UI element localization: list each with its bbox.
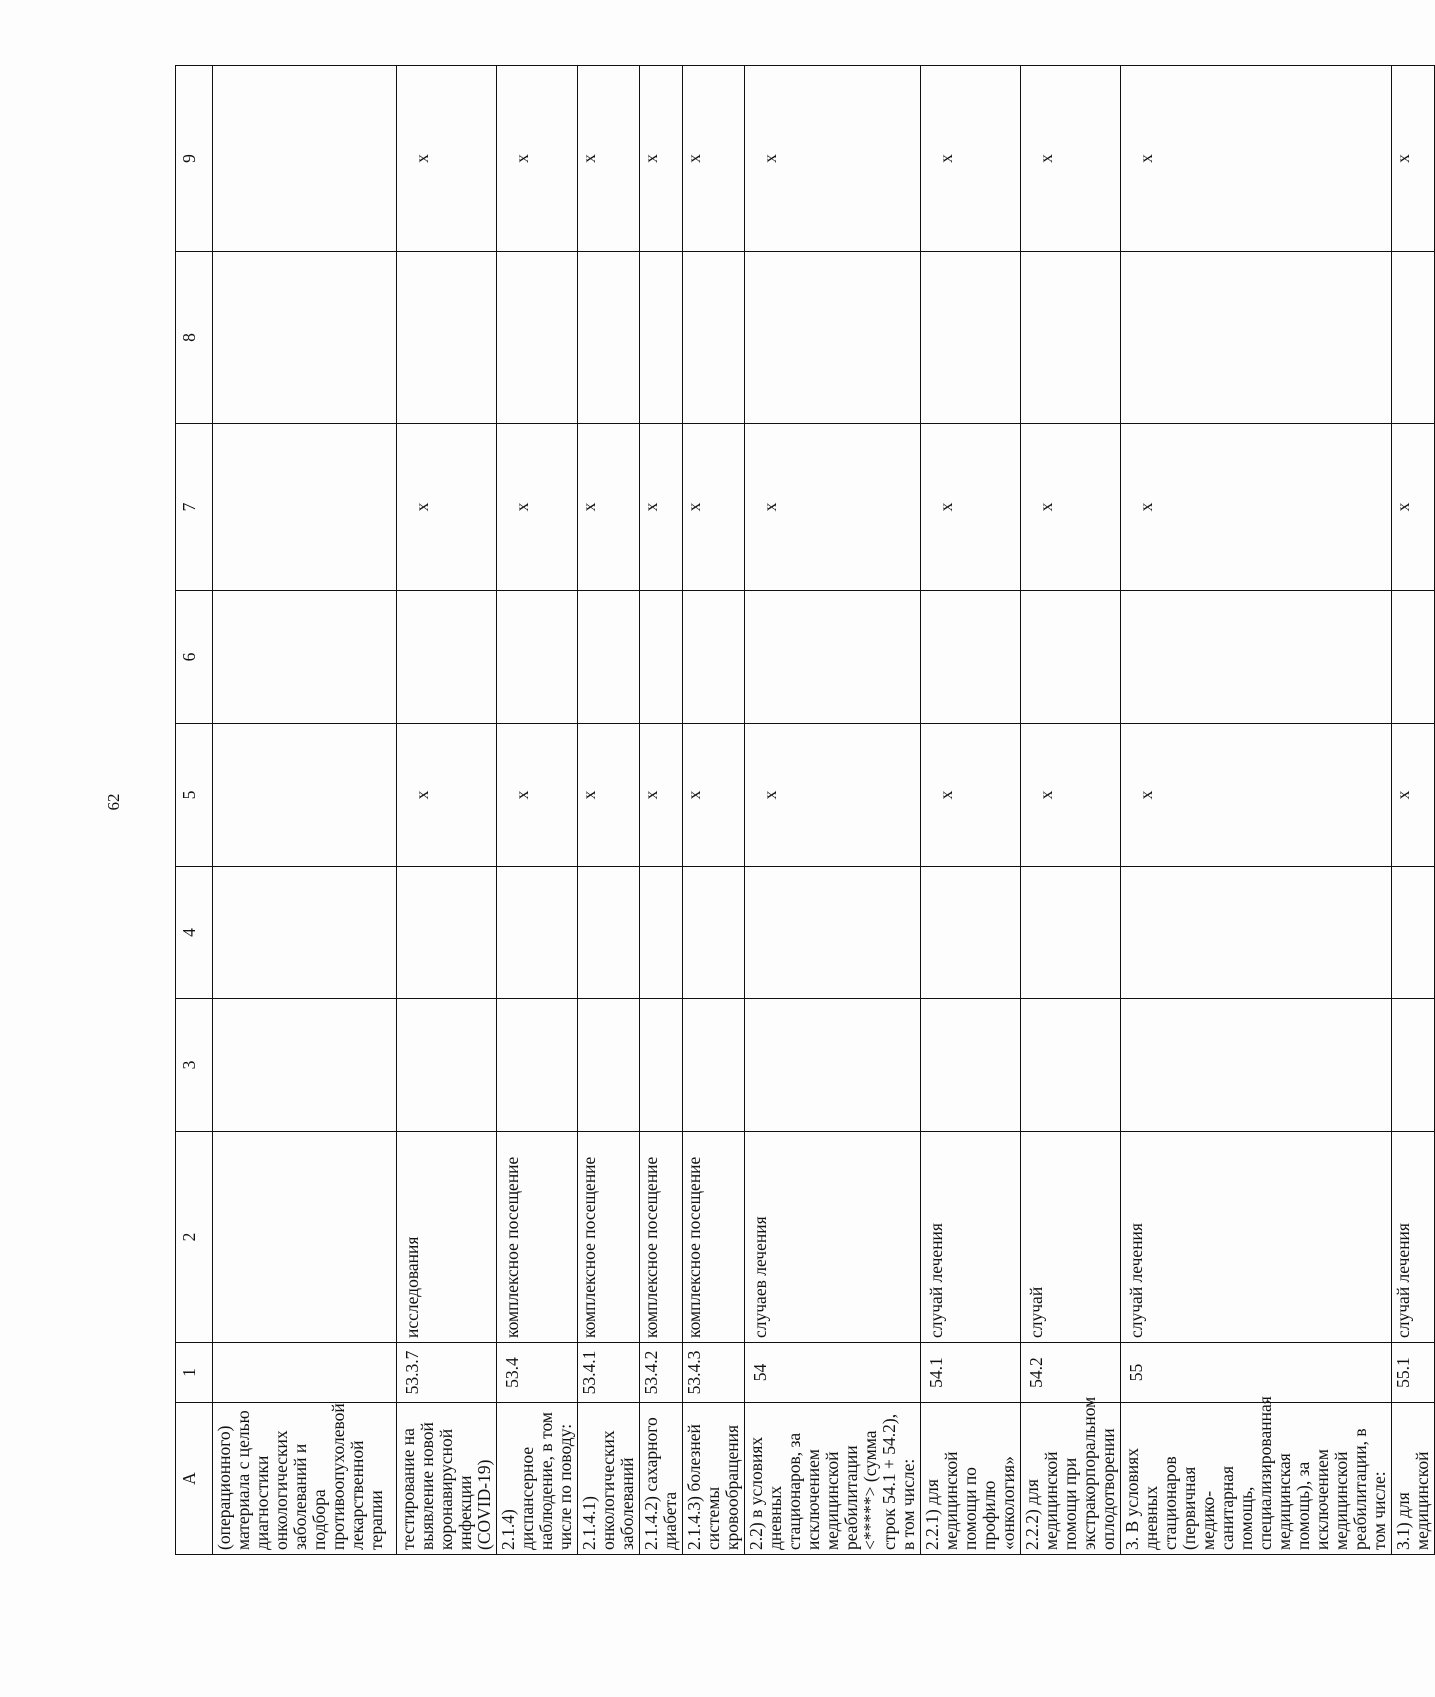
cell-col-a: 2.1.4.2) сахарного диабета xyxy=(640,1403,683,1555)
cell-col-4 xyxy=(1021,867,1121,999)
cell-col-8 xyxy=(213,252,397,424)
cell-col-7: x xyxy=(640,424,683,591)
cell-col-5: x xyxy=(578,724,640,867)
cell-col-5: x xyxy=(683,724,745,867)
table-row xyxy=(1121,66,1392,1555)
cell-col-6 xyxy=(1392,591,1435,724)
cell-col-1: 53.4.3 xyxy=(683,1343,745,1403)
cell-col-a: (операционного) материала с целью диагностики онкологических заболеваний и подбора противоопухолевой лекарственной терапии xyxy=(213,1403,397,1555)
data-table xyxy=(175,65,1435,1555)
table-row xyxy=(497,66,578,1555)
cell-col-9: x xyxy=(1121,66,1392,252)
table-row xyxy=(213,66,397,1555)
column-header-col-a: А xyxy=(176,1403,213,1555)
table-row xyxy=(683,66,745,1555)
cell-col-6 xyxy=(578,591,640,724)
cell-col-5: x xyxy=(1392,724,1435,867)
cell-col-1: 54.2 xyxy=(1021,1343,1121,1403)
cell-col-2: исследования xyxy=(397,1132,497,1343)
header-row xyxy=(176,66,213,1555)
cell-col-4 xyxy=(397,867,497,999)
table-row xyxy=(745,66,921,1555)
cell-col-7: x xyxy=(921,424,1021,591)
cell-col-7 xyxy=(213,424,397,591)
cell-col-6 xyxy=(497,591,578,724)
cell-col-a: 2.2.1) для медицинской помощи по профилю «онкология» xyxy=(921,1403,1021,1555)
cell-col-9: x xyxy=(683,66,745,252)
cell-col-8 xyxy=(1021,252,1121,424)
cell-col-2: комплексное посещение xyxy=(640,1132,683,1343)
cell-col-3 xyxy=(1021,999,1121,1132)
table-row xyxy=(1392,66,1435,1555)
cell-col-1 xyxy=(213,1343,397,1403)
cell-col-5: x xyxy=(640,724,683,867)
cell-col-4 xyxy=(745,867,921,999)
cell-col-7: x xyxy=(683,424,745,591)
cell-col-2: случаев лечения xyxy=(745,1132,921,1343)
cell-col-3 xyxy=(213,999,397,1132)
cell-col-2: комплексное посещение xyxy=(578,1132,640,1343)
cell-col-4 xyxy=(1121,867,1392,999)
cell-col-3 xyxy=(921,999,1021,1132)
cell-col-6 xyxy=(397,591,497,724)
cell-col-1: 53.4 xyxy=(497,1343,578,1403)
cell-col-6 xyxy=(640,591,683,724)
column-header-col-9: 9 xyxy=(176,66,213,252)
cell-col-6 xyxy=(745,591,921,724)
cell-col-a: тестирование на выявление новой коронавирусной инфекции (COVID-19) xyxy=(397,1403,497,1555)
cell-col-a: 2.1.4) диспансерное наблюдение, в том числе по поводу: xyxy=(497,1403,578,1555)
cell-col-4 xyxy=(640,867,683,999)
cell-col-a: 3.1) для медицинской xyxy=(1392,1403,1435,1555)
table-row xyxy=(921,66,1021,1555)
cell-col-9: x xyxy=(640,66,683,252)
cell-col-a: 3. В условиях дневных стационаров (первичная медико-санитарная помощь, специализированная медицинская помощь), за исключением медицинской реабилитации, в том числе: xyxy=(1121,1403,1392,1555)
cell-col-1: 55 xyxy=(1121,1343,1392,1403)
cell-col-2 xyxy=(213,1132,397,1343)
cell-col-6 xyxy=(1121,591,1392,724)
cell-col-7: x xyxy=(1392,424,1435,591)
cell-col-8 xyxy=(578,252,640,424)
cell-col-5: x xyxy=(497,724,578,867)
cell-col-3 xyxy=(745,999,921,1132)
cell-col-a: 2.2.2) для медицинской помощи при экстракорпоральном оплодотворении xyxy=(1021,1403,1121,1555)
rotated-table-wrapper xyxy=(175,66,1432,1555)
cell-col-7: x xyxy=(497,424,578,591)
cell-col-2: случай лечения xyxy=(921,1132,1021,1343)
cell-col-7: x xyxy=(397,424,497,591)
cell-col-5: x xyxy=(745,724,921,867)
cell-col-5: x xyxy=(1121,724,1392,867)
cell-col-9: x xyxy=(1392,66,1435,252)
cell-col-3 xyxy=(683,999,745,1132)
page-number: 62 xyxy=(104,793,123,811)
cell-col-9: x xyxy=(745,66,921,252)
cell-col-2: комплексное посещение xyxy=(683,1132,745,1343)
cell-col-1: 53.3.7 xyxy=(397,1343,497,1403)
column-header-col-7: 7 xyxy=(176,424,213,591)
cell-col-4 xyxy=(683,867,745,999)
cell-col-3 xyxy=(1392,999,1435,1132)
cell-col-4 xyxy=(497,867,578,999)
cell-col-2: случай xyxy=(1021,1132,1121,1343)
cell-col-7: x xyxy=(1121,424,1392,591)
cell-col-9: x xyxy=(497,66,578,252)
cell-col-1: 55.1 xyxy=(1392,1343,1435,1403)
cell-col-a: 2.1.4.1) онкологических заболеваний xyxy=(578,1403,640,1555)
cell-col-3 xyxy=(640,999,683,1132)
cell-col-4 xyxy=(578,867,640,999)
cell-col-8 xyxy=(497,252,578,424)
cell-col-1: 53.4.1 xyxy=(578,1343,640,1403)
cell-col-5 xyxy=(213,724,397,867)
column-header-col-5: 5 xyxy=(176,724,213,867)
cell-col-7: x xyxy=(578,424,640,591)
cell-col-4 xyxy=(921,867,1021,999)
cell-col-3 xyxy=(1121,999,1392,1132)
table-row xyxy=(397,66,497,1555)
cell-col-7: x xyxy=(1021,424,1121,591)
cell-col-2: случай лечения xyxy=(1392,1132,1435,1343)
cell-col-5: x xyxy=(1021,724,1121,867)
cell-col-3 xyxy=(497,999,578,1132)
table-row xyxy=(1021,66,1121,1555)
cell-col-3 xyxy=(578,999,640,1132)
cell-col-4 xyxy=(1392,867,1435,999)
cell-col-9: x xyxy=(921,66,1021,252)
cell-col-8 xyxy=(921,252,1021,424)
cell-col-a: 2.1.4.3) болезней системы кровообращения xyxy=(683,1403,745,1555)
column-header-col-8: 8 xyxy=(176,252,213,424)
cell-col-1: 53.4.2 xyxy=(640,1343,683,1403)
cell-col-9: x xyxy=(397,66,497,252)
cell-col-8 xyxy=(683,252,745,424)
cell-col-8 xyxy=(397,252,497,424)
cell-col-1: 54 xyxy=(745,1343,921,1403)
cell-col-3 xyxy=(397,999,497,1132)
cell-col-2: случай лечения xyxy=(1121,1132,1392,1343)
cell-col-8 xyxy=(745,252,921,424)
cell-col-6 xyxy=(683,591,745,724)
cell-col-2: комплексное посещение xyxy=(497,1132,578,1343)
table-row xyxy=(578,66,640,1555)
column-header-col-1: 1 xyxy=(176,1343,213,1403)
cell-col-8 xyxy=(640,252,683,424)
cell-col-8 xyxy=(1392,252,1435,424)
column-header-col-4: 4 xyxy=(176,867,213,999)
cell-col-6 xyxy=(921,591,1021,724)
cell-col-7: x xyxy=(745,424,921,591)
column-header-col-2: 2 xyxy=(176,1132,213,1343)
cell-col-6 xyxy=(213,591,397,724)
cell-col-9: x xyxy=(1021,66,1121,252)
cell-col-9: x xyxy=(578,66,640,252)
cell-col-6 xyxy=(1021,591,1121,724)
column-header-col-6: 6 xyxy=(176,591,213,724)
column-header-col-3: 3 xyxy=(176,999,213,1132)
cell-col-1: 54.1 xyxy=(921,1343,1021,1403)
cell-col-5: x xyxy=(397,724,497,867)
cell-col-8 xyxy=(1121,252,1392,424)
table-row xyxy=(640,66,683,1555)
cell-col-9 xyxy=(213,66,397,252)
cell-col-4 xyxy=(213,867,397,999)
cell-col-5: x xyxy=(921,724,1021,867)
cell-col-a: 2.2) в условиях дневных стационаров, за исключением медицинской реабилитации <*****> (сумма строк 54.1 + 54.2), в том числе: xyxy=(745,1403,921,1555)
